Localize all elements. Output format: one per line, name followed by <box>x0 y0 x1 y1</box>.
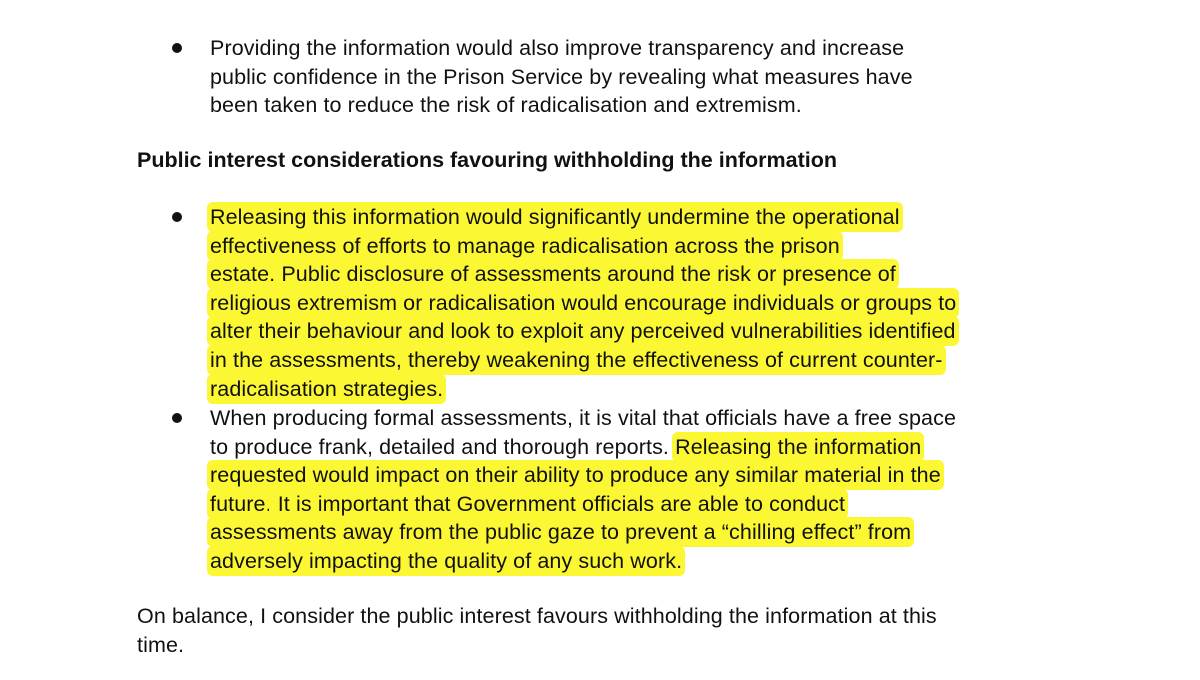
highlighted-text-line: in the assessments, thereby weakening the effectiveness of current counter- <box>210 347 943 372</box>
highlighted-text-line: radicalisation strategies. <box>210 376 444 401</box>
highlighted-text-line: adversely impacting the quality of any such work. <box>210 548 683 573</box>
bullet-paragraph-formal-assessments <box>210 404 956 576</box>
text-line: public confidence in the Prison Service by revealing what measures have <box>210 64 913 89</box>
text-line: time. <box>137 632 185 657</box>
highlighted-text-segment: future. <box>210 491 272 516</box>
text-segment: to produce frank, detailed and thorough reports. <box>210 434 676 459</box>
bullet-marker <box>172 43 182 53</box>
conclusion-paragraph <box>137 602 937 659</box>
highlighted-text-line: Releasing this information would significantly undermine the operational <box>210 205 900 229</box>
highlighted-text-segment: Releasing the information <box>675 434 922 459</box>
highlighted-text-segment: It is important that Government officials are able to conduct <box>271 491 846 516</box>
highlighted-text-line: assessments away from the public gaze to prevent a “chilling effect” from <box>210 520 912 545</box>
highlighted-text-line: alter their behaviour and look to exploit any perceived vulnerabilities identified <box>210 319 956 344</box>
text-line: When producing formal assessments, it is vital that officials have a free space <box>210 406 957 430</box>
bullet-paragraph-transparency <box>210 34 913 120</box>
highlighted-text-line: effectiveness of efforts to manage radicalisation across the prison <box>210 233 840 258</box>
text-line: been taken to reduce the risk of radicalisation and extremism. <box>210 93 802 118</box>
text-line: On balance, I consider the public interest favours withholding the information at this <box>137 604 937 628</box>
highlighted-text-line: estate. Public disclosure of assessments around the risk or presence of <box>210 262 896 287</box>
section-heading: Public interest considerations favouring withholding the information <box>137 148 837 172</box>
bullet-paragraph-operational <box>210 203 956 403</box>
bullet-marker <box>172 212 182 222</box>
highlighted-text-line: religious extremism or radicalisation would encourage individuals or groups to <box>210 290 957 315</box>
text-line: Providing the information would also improve transparency and increase <box>210 36 905 60</box>
bullet-marker <box>172 413 182 423</box>
highlighted-text-line: requested would impact on their ability to produce any similar material in the <box>210 463 941 488</box>
